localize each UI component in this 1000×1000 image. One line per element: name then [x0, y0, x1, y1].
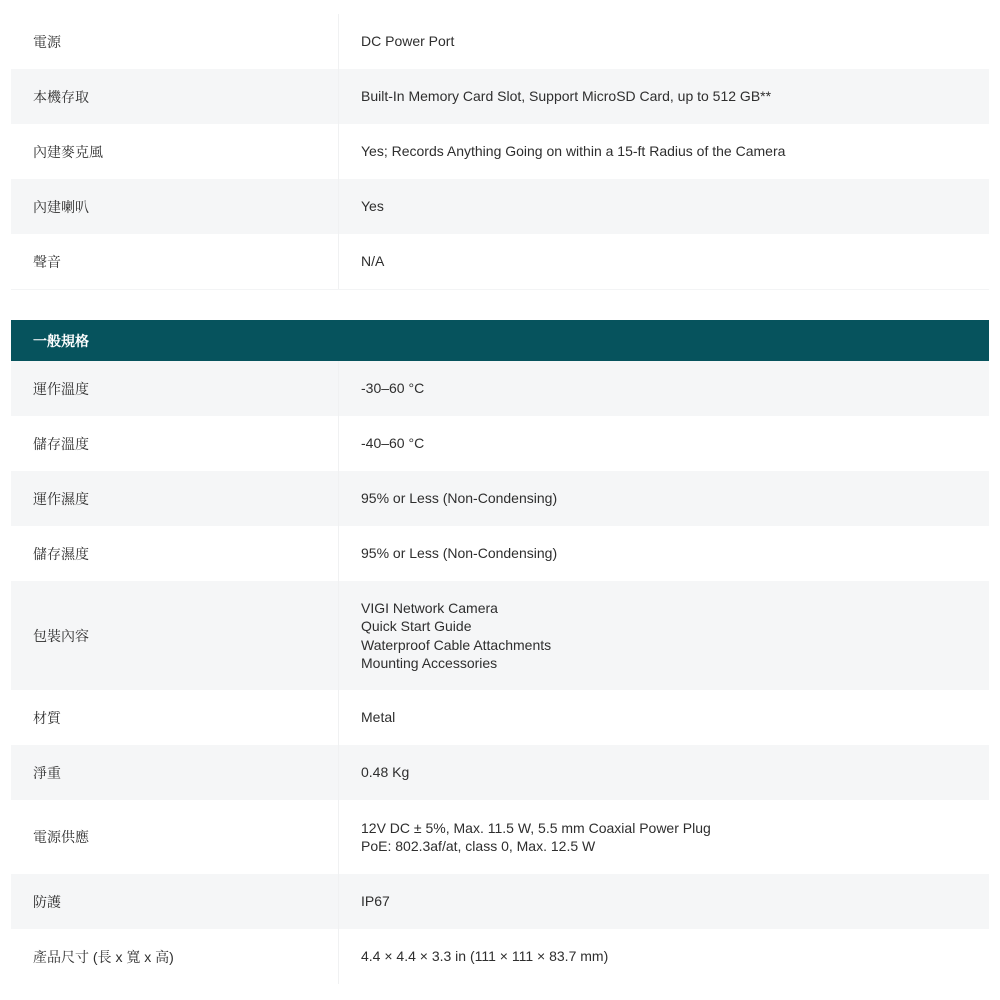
package-item: Mounting Accessories — [361, 655, 498, 671]
section-title: 一般規格 — [33, 332, 89, 349]
power-line: PoE: 802.3af/at, class 0, Max. 12.5 W — [361, 838, 596, 854]
spec-label: 儲存濕度 — [11, 526, 339, 581]
spec-row — [11, 690, 989, 745]
spec-label: 產品尺寸 (長 x 寬 x 高) — [11, 929, 339, 984]
spec-value: -40–60 °C — [361, 435, 425, 452]
spec-table-top — [11, 14, 989, 290]
spec-label: 電源 — [11, 14, 339, 69]
spec-value: Yes; Records Anything Going on within a 15-ft Radius of the Camera — [361, 143, 786, 160]
spec-value-list — [339, 819, 711, 856]
spec-label: 運作溫度 — [11, 361, 339, 416]
package-item: Waterproof Cable Attachments — [361, 636, 552, 653]
spec-value: DC Power Port — [361, 33, 455, 50]
spec-label: 內建喇叭 — [11, 179, 339, 234]
spec-row — [11, 471, 989, 526]
spec-value: 4.4 × 4.4 × 3.3 in (111 × 111 × 83.7 mm) — [361, 948, 609, 965]
spec-label: 聲音 — [11, 234, 339, 289]
spec-label: 儲存溫度 — [11, 416, 339, 471]
spec-row — [11, 929, 989, 984]
spec-value: -30–60 °C — [361, 380, 425, 397]
spec-value: Metal — [361, 709, 396, 726]
spec-label: 運作濕度 — [11, 471, 339, 526]
spec-row — [11, 361, 989, 416]
package-item: VIGI Network Camera — [361, 599, 498, 616]
spec-label: 防護 — [11, 874, 339, 929]
section-header-general — [11, 320, 989, 361]
spec-table-general — [11, 361, 989, 984]
spec-value: 0.48 Kg — [361, 764, 410, 781]
spec-row — [11, 874, 989, 929]
spec-row — [11, 745, 989, 800]
spec-row — [11, 800, 989, 874]
spec-value: Built-In Memory Card Slot, Support MicroSD Card, up to 512 GB** — [361, 88, 772, 105]
spec-value: N/A — [361, 253, 385, 270]
spec-value: 95% or Less (Non-Condensing) — [361, 490, 558, 507]
spec-row — [11, 69, 989, 124]
spec-label: 材質 — [11, 690, 339, 745]
spec-label: 包裝內容 — [11, 581, 339, 690]
spec-row — [11, 416, 989, 471]
spec-value: 95% or Less (Non-Condensing) — [361, 545, 558, 562]
package-item: Quick Start Guide — [361, 618, 472, 634]
spec-value: IP67 — [361, 893, 390, 910]
spec-label: 電源供應 — [11, 800, 339, 874]
spec-row — [11, 14, 989, 69]
spec-value-list — [339, 599, 551, 673]
spec-label: 本機存取 — [11, 69, 339, 124]
spec-value: Yes — [361, 198, 384, 215]
spec-label: 淨重 — [11, 745, 339, 800]
spec-row — [11, 124, 989, 179]
spec-row — [11, 581, 989, 690]
spec-row — [11, 234, 989, 290]
spec-label: 內建麥克風 — [11, 124, 339, 179]
power-line: 12V DC ± 5%, Max. 11.5 W, 5.5 mm Coaxial Power Plug — [361, 819, 711, 836]
spec-row — [11, 526, 989, 581]
spec-row — [11, 179, 989, 234]
